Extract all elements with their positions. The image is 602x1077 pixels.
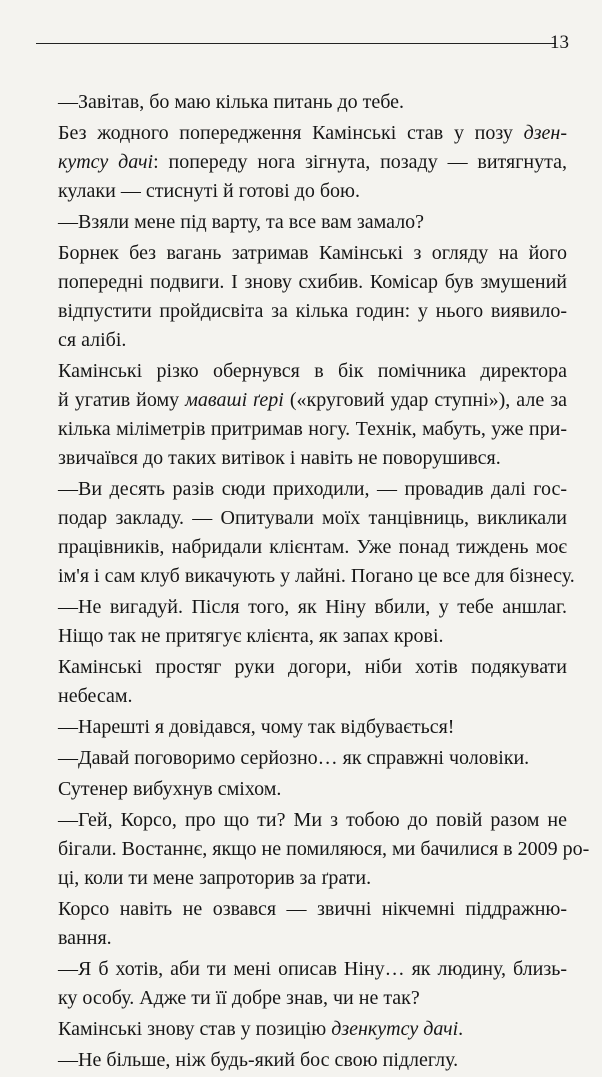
paragraph: [58, 593, 567, 651]
text-segment: Корсо навіть не озвався — звичні нікчемні піддражню-: [58, 898, 567, 920]
text-line: [58, 268, 567, 297]
text-segment: —Ви десять разів сюди приходили, — провадив далі гос-: [58, 478, 567, 500]
text-line: [58, 806, 567, 835]
text-segment: —Завітав, бо маю кілька питань до тебе.: [58, 91, 405, 113]
paragraph: [58, 1046, 567, 1075]
text-line: [58, 682, 567, 711]
paragraph: [58, 1015, 567, 1044]
text-line: [58, 88, 567, 117]
text-segment: Борнек без вагань затримав Камінські з огляду на його: [58, 242, 567, 264]
text-line: [58, 955, 567, 984]
text-line: [58, 924, 567, 953]
paragraph: [58, 713, 567, 742]
header-rule: [36, 43, 556, 44]
text-line: [58, 1015, 567, 1044]
text-line: [58, 895, 567, 924]
text-line: [58, 119, 567, 148]
text-line: [58, 593, 567, 622]
text-line: [58, 386, 567, 415]
text-line: [58, 475, 567, 504]
text-line: [58, 504, 567, 533]
text-segment: —Не більше, ніж будь-який бос свою підлеглу.: [58, 1049, 459, 1071]
text-segment: Сутенер вибухнув сміхом.: [58, 778, 282, 800]
text-line: [58, 533, 567, 562]
text-line: [58, 415, 567, 444]
text-line: [58, 984, 567, 1013]
text-line: [58, 622, 567, 651]
italic-text: кутсу дачі: [58, 151, 154, 173]
body-text: [58, 88, 590, 1077]
text-line: [58, 297, 567, 326]
text-segment: Камінські знову став у позицію: [58, 1018, 332, 1040]
text-segment: Камінські простяг руки догори, ніби хотів подякувати: [58, 656, 567, 678]
text-segment: Камінські різко обернувся в бік помічника директора: [58, 360, 567, 382]
text-line: [58, 444, 567, 473]
paragraph: [58, 806, 590, 893]
text-segment: вання.: [58, 927, 112, 949]
text-segment: ку особу. Адже ти її добре знав, чи не так?: [58, 987, 420, 1009]
text-line: [58, 148, 567, 177]
paragraph: [58, 239, 567, 355]
paragraph: [58, 88, 567, 117]
paragraph: [58, 744, 567, 773]
text-segment: небесам.: [58, 685, 133, 707]
text-segment: подар закладу. — Опитували моїх танцівниць, викликали: [58, 507, 567, 529]
text-line: [58, 326, 567, 355]
italic-text: дзенкутсу дачі: [331, 1018, 459, 1040]
paragraph: [58, 653, 567, 711]
text-segment: —Давай поговоримо серйозно… як справжні чоловіки.: [58, 747, 530, 769]
text-segment: («круговий удар ступні»), але за: [283, 389, 568, 411]
paragraph: [58, 119, 567, 206]
text-line: [58, 357, 567, 386]
text-segment: —Гей, Корсо, про що ти? Ми з тобою до повій разом не: [58, 809, 567, 831]
paragraph: [58, 895, 567, 953]
text-segment: попередні подвиги. І знову схибив. Комісар був змушений: [58, 271, 567, 293]
text-line: [58, 177, 567, 206]
text-line: [58, 775, 567, 804]
page-number: 13: [550, 32, 569, 53]
paragraph: [58, 955, 567, 1013]
text-segment: —Нарешті я довідався, чому так відбувається!: [58, 716, 455, 738]
text-line: [58, 562, 575, 591]
text-line: [58, 864, 567, 893]
text-segment: —Не вигадуй. Після того, як Ніну вбили, у тебе аншлаг.: [58, 596, 567, 618]
text-segment: —Я б хотів, аби ти мені описав Ніну… як людину, близь-: [58, 958, 567, 980]
text-line: [58, 239, 567, 268]
text-segment: .: [458, 1018, 464, 1040]
text-segment: : попереду нога зігнута, позаду — витягнута,: [153, 151, 567, 173]
paragraph: [58, 208, 567, 237]
text-segment: ці, коли ти мене запроторив за ґрати.: [58, 867, 372, 889]
text-segment: —Взяли мене під варту, та все вам замало?: [58, 211, 425, 233]
text-segment: звичаївся до таких витівок і навіть не поворушився.: [58, 447, 501, 469]
text-line: [58, 744, 567, 773]
text-line: [58, 1046, 567, 1075]
text-segment: Ніщо так не притягує клієнта, як запах крові.: [58, 625, 444, 647]
paragraph: [58, 475, 575, 591]
paragraph: [58, 357, 567, 473]
italic-text: маваші ґері: [185, 389, 284, 411]
text-segment: й угатив йому: [58, 389, 186, 411]
italic-text: дзен-: [523, 122, 567, 144]
text-segment: ім'я і сам клуб викачують у лайні. Погано це все для бізнесу.: [58, 565, 575, 587]
text-segment: працівників, набридали клієнтам. Уже понад тиждень моє: [58, 536, 567, 558]
text-segment: ся алібі.: [58, 329, 127, 351]
text-segment: кілька міліметрів притримав ногу. Технік, мабуть, уже при-: [58, 418, 567, 440]
text-line: [58, 208, 567, 237]
text-segment: відпустити пройдисвіта за кілька годин: у нього виявило-: [58, 300, 567, 322]
text-line: [58, 713, 567, 742]
text-segment: бігали. Востаннє, якщо не помиляюся, ми бачилися в 2009 ро-: [58, 838, 590, 860]
text-line: [58, 653, 567, 682]
text-line: [58, 835, 590, 864]
paragraph: [58, 775, 567, 804]
text-segment: кулаки — стиснуті й готові до бою.: [58, 180, 360, 202]
text-segment: Без жодного попередження Камінські став у позу: [58, 122, 524, 144]
